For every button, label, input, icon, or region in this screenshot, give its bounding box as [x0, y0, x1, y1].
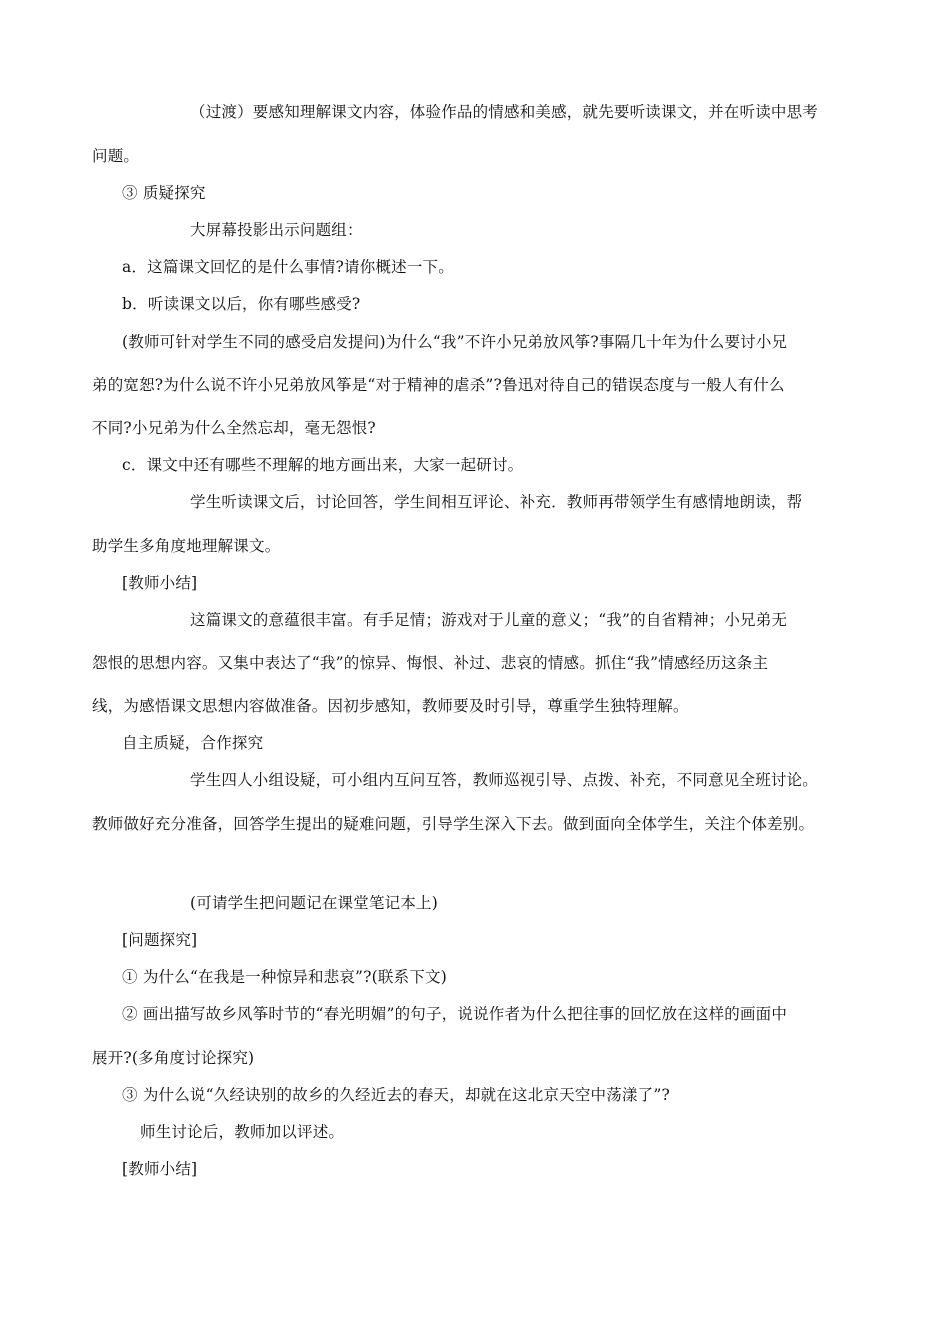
- paragraph-line: (可请学生把问题记在课堂笔记本上): [190, 894, 438, 912]
- paragraph-line: 怨恨的思想内容。又集中表达了“我”的惊异、悔恨、补过、悲哀的情感。抓住“我”情感经历这条主: [92, 654, 769, 672]
- section-heading: [问题探究]: [122, 931, 198, 949]
- paragraph-line: 展开?(多角度讨论探究): [92, 1049, 255, 1067]
- paragraph-line: 师生讨论后，教师加以评述。: [140, 1123, 345, 1141]
- question-item: ③ 为什么说“久经诀别的故乡的久经近去的春天，却就在这北京天空中荡漾了”?: [122, 1086, 670, 1104]
- paragraph-line: 学生听读课文后，讨论回答，学生间相互评论、补充．教师再带领学生有感情地朗读，帮: [190, 493, 803, 511]
- paragraph-line: 不同?小兄弟为什么全然忘却，毫无怨恨?: [92, 419, 376, 437]
- section-heading: 自主质疑，合作探究: [122, 734, 264, 752]
- section-heading: ③ 质疑探究: [122, 184, 206, 202]
- paragraph-line: 大屏幕投影出示问题组：: [190, 221, 363, 239]
- question-item: ① 为什么“在我是一种惊异和悲哀”?(联系下文): [122, 968, 447, 986]
- question-item: ② 画出描写故乡风筝时节的“春光明媚”的句子，说说作者为什么把往事的回忆放在这样的画面中: [122, 1005, 788, 1023]
- section-heading: [教师小结]: [122, 574, 198, 592]
- section-heading: [教师小结]: [122, 1160, 198, 1178]
- question-item: c．课文中还有哪些不理解的地方画出来，大家一起研讨。: [122, 456, 524, 474]
- paragraph-line: （过渡）要感知理解课文内容，体验作品的情感和美感，就先要听读课文，并在听读中思考: [190, 103, 819, 121]
- paragraph-line: 弟的宽恕?为什么说不许小兄弟放风筝是“对于精神的虐杀”?鲁迅对待自己的错误态度与一般人有什么: [92, 376, 785, 394]
- paragraph-line: 助学生多角度地理解课文。: [92, 537, 281, 555]
- paragraph-line: 问题。: [92, 147, 140, 165]
- question-item: a．这篇课文回忆的是什么事情?请你概述一下。: [122, 258, 454, 276]
- question-item: b．听读课文以后，你有哪些感受?: [122, 295, 361, 313]
- paragraph-line: 学生四人小组设疑，可小组内互问互答，教师巡视引导、点拨、补充，不同意见全班讨论。: [190, 771, 819, 789]
- paragraph-line: 线，为感悟课文思想内容做准备。因初步感知，教师要及时引导，尊重学生独特理解。: [92, 697, 689, 715]
- paragraph-line: (教师可针对学生不同的感受启发提问)为什么“我”不许小兄弟放风筝?事隔几十年为什么要讨小兄: [122, 333, 788, 351]
- paragraph-line: 教师做好充分准备，回答学生提出的疑难问题，引导学生深入下去。做到面向全体学生，关注个体差别。: [92, 815, 815, 833]
- paragraph-line: 这篇课文的意蕴很丰富。有手足情；游戏对于儿童的意义；“我”的自省精神；小兄弟无: [190, 611, 788, 629]
